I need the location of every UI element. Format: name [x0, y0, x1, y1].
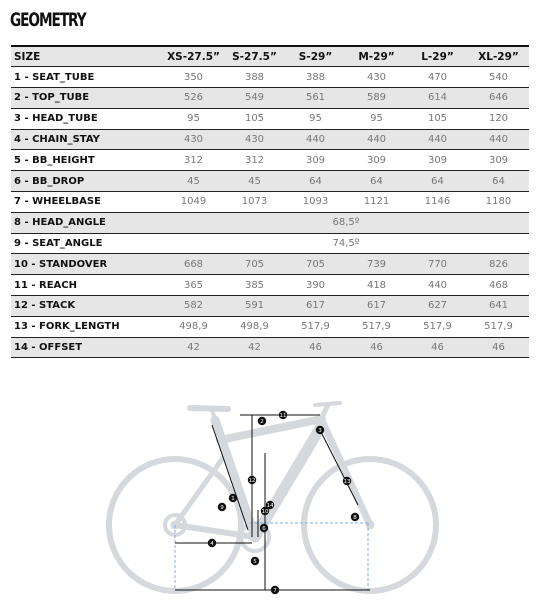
cell-value: 440: [285, 129, 346, 150]
table-row: [11, 129, 529, 150]
column-header-xs-27-5: XS-27.5”: [163, 46, 224, 67]
column-header-m-29: M-29”: [346, 46, 407, 67]
cell-value: 309: [285, 150, 346, 171]
page-title: GEOMETRY: [10, 9, 86, 31]
column-header-size: SIZE: [11, 46, 163, 67]
cell-value: 826: [468, 254, 529, 275]
cell-value: 64: [346, 171, 407, 192]
cell-value: 646: [468, 88, 529, 109]
cell-value: 627: [407, 296, 468, 317]
row-label: 10 - STANDOVER: [11, 254, 163, 275]
column-header-l-29: L-29”: [407, 46, 468, 67]
cell-value: 705: [224, 254, 285, 275]
cell-value: 64: [285, 171, 346, 192]
cell-value: 591: [224, 296, 285, 317]
row-label: 2 - TOP_TUBE: [11, 88, 163, 109]
cell-value: 365: [163, 275, 224, 296]
cell-value: 498,9: [163, 316, 224, 337]
cell-value: 309: [346, 150, 407, 171]
cell-value: 430: [163, 129, 224, 150]
row-label: 14 - OFFSET: [11, 337, 163, 358]
cell-value: 1180: [468, 192, 529, 213]
row-label: 5 - BB_HEIGHT: [11, 150, 163, 171]
row-value-all-sizes: 74,5º: [163, 233, 529, 254]
cell-value: 46: [468, 337, 529, 358]
cell-value: 440: [407, 275, 468, 296]
column-header-xl-29: XL-29”: [468, 46, 529, 67]
cell-value: 1049: [163, 192, 224, 213]
row-label: 1 - SEAT_TUBE: [11, 67, 163, 88]
table-row: [11, 67, 529, 88]
cell-value: 617: [285, 296, 346, 317]
table-row: [11, 337, 529, 358]
row-label: 9 - SEAT_ANGLE: [11, 233, 163, 254]
cell-value: 470: [407, 67, 468, 88]
dimension-marker-label: 9: [220, 505, 224, 512]
cell-value: 517,9: [468, 316, 529, 337]
front-hub: [366, 521, 374, 529]
cell-value: 309: [407, 150, 468, 171]
stem: [322, 405, 328, 417]
cell-value: 517,9: [346, 316, 407, 337]
saddle: [190, 408, 228, 409]
table-row: [11, 150, 529, 171]
dimension-marker-label: 4: [210, 541, 214, 548]
cell-value: 770: [407, 254, 468, 275]
cell-value: 42: [163, 337, 224, 358]
cell-value: 641: [468, 296, 529, 317]
dimension-marker-label: 12: [248, 478, 256, 485]
bike-frame-illustration: [109, 403, 436, 591]
cell-value: 45: [163, 171, 224, 192]
bike-geometry-diagram: [100, 395, 440, 600]
row-label: 7 - WHEELBASE: [11, 192, 163, 213]
dimension-marker-label: 10: [261, 509, 269, 516]
cell-value: 614: [407, 88, 468, 109]
table-row: [11, 233, 529, 254]
table-row: [11, 275, 529, 296]
cell-value: 385: [224, 275, 285, 296]
table-row: [11, 296, 529, 317]
geometry-table: [11, 45, 529, 358]
cell-value: 46: [407, 337, 468, 358]
dimension-marker-label: 1: [231, 496, 235, 503]
cell-value: 526: [163, 88, 224, 109]
dimension-marker-label: 2: [260, 419, 264, 426]
column-header-s-27-5: S-27.5”: [224, 46, 285, 67]
table-row: [11, 254, 529, 275]
cell-value: 312: [224, 150, 285, 171]
top-tube: [220, 419, 322, 440]
cell-value: 589: [346, 88, 407, 109]
cell-value: 582: [163, 296, 224, 317]
cell-value: 668: [163, 254, 224, 275]
cell-value: 1073: [224, 192, 285, 213]
cell-value: 430: [224, 129, 285, 150]
cell-value: 517,9: [407, 316, 468, 337]
cell-value: 45: [224, 171, 285, 192]
cell-value: 388: [224, 67, 285, 88]
cell-value: 418: [346, 275, 407, 296]
guide-lines: [175, 523, 370, 590]
dimension-marker-label: 11: [279, 413, 287, 420]
cell-value: 517,9: [285, 316, 346, 337]
row-label: 13 - FORK_LENGTH: [11, 316, 163, 337]
cell-value: 42: [224, 337, 285, 358]
table-row: [11, 192, 529, 213]
cell-value: 1093: [285, 192, 346, 213]
cell-value: 309: [468, 150, 529, 171]
dimension-marker-label: 3: [318, 428, 322, 435]
cell-value: 440: [407, 129, 468, 150]
cell-value: 46: [285, 337, 346, 358]
cell-value: 388: [285, 67, 346, 88]
cell-value: 95: [346, 108, 407, 129]
row-label: 4 - CHAIN_STAY: [11, 129, 163, 150]
cell-value: 561: [285, 88, 346, 109]
cell-value: 95: [285, 108, 346, 129]
cell-value: 46: [346, 337, 407, 358]
cell-value: 1121: [346, 192, 407, 213]
cell-value: 468: [468, 275, 529, 296]
cell-value: 105: [224, 108, 285, 129]
cell-value: 350: [163, 67, 224, 88]
cell-value: 705: [285, 254, 346, 275]
row-label: 8 - HEAD_ANGLE: [11, 212, 163, 233]
cell-value: 549: [224, 88, 285, 109]
row-label: 6 - BB_DROP: [11, 171, 163, 192]
table-row: [11, 212, 529, 233]
cell-value: 440: [346, 129, 407, 150]
dimension-marker-label: 8: [353, 515, 357, 522]
row-label: 11 - REACH: [11, 275, 163, 296]
dimension-marker-label: 13: [343, 479, 351, 486]
cell-value: 390: [285, 275, 346, 296]
cell-value: 739: [346, 254, 407, 275]
cell-value: 105: [407, 108, 468, 129]
table-header-row: [11, 46, 529, 67]
table-row: [11, 88, 529, 109]
table-row: [11, 316, 529, 337]
dimension-marker-label: 7: [273, 588, 277, 595]
dimension-marker-label: 6: [262, 526, 266, 533]
column-header-s-29: S-29”: [285, 46, 346, 67]
handlebar: [315, 403, 340, 405]
row-value-all-sizes: 68,5º: [163, 212, 529, 233]
dimension-marker-label: 5: [253, 559, 257, 566]
table-row: [11, 108, 529, 129]
table-row: [11, 171, 529, 192]
cell-value: 617: [346, 296, 407, 317]
cell-value: 95: [163, 108, 224, 129]
cell-value: 430: [346, 67, 407, 88]
cell-value: 1146: [407, 192, 468, 213]
cell-value: 312: [163, 150, 224, 171]
cell-value: 540: [468, 67, 529, 88]
cell-value: 440: [468, 129, 529, 150]
cell-value: 64: [407, 171, 468, 192]
row-label: 12 - STACK: [11, 296, 163, 317]
dimension-marker-label: 14: [266, 503, 274, 510]
cell-value: 498,9: [224, 316, 285, 337]
row-label: 3 - HEAD_TUBE: [11, 108, 163, 129]
cell-value: 64: [468, 171, 529, 192]
cell-value: 120: [468, 108, 529, 129]
